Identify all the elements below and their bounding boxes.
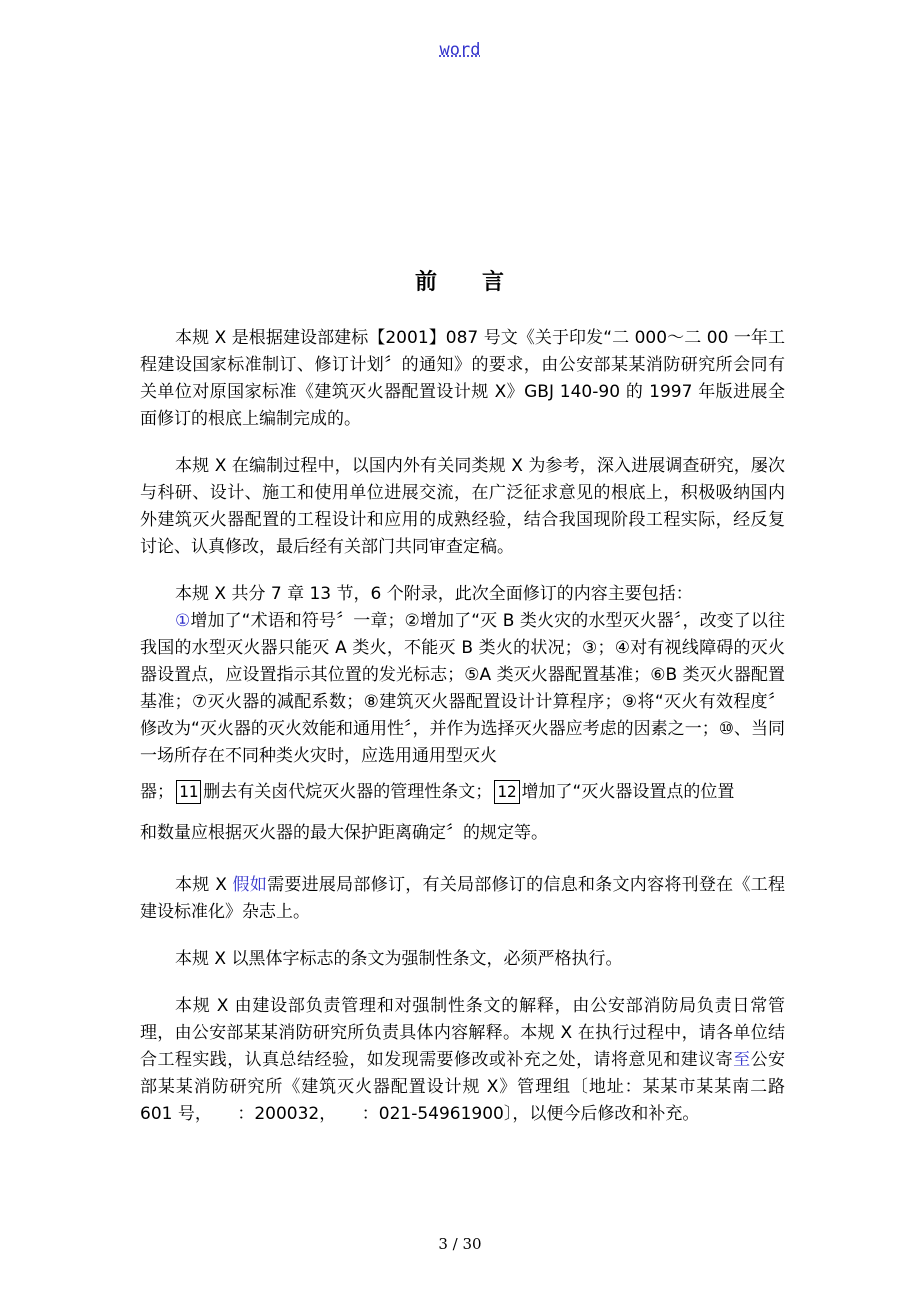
paragraph-mandatory: 本规 X 以黑体字标志的条文为强制性条文，必须严格执行。 — [175, 949, 623, 969]
title-char-2: 言 — [482, 270, 506, 295]
circled-one-link[interactable]: ① — [175, 611, 191, 631]
paragraph-structure: 本规 X 共分 7 章 13 节，6 个附录，此次全面修订的内容主要包括： — [175, 584, 693, 604]
revision-list-text — [140, 611, 785, 766]
item-12-box: 12 — [494, 780, 519, 804]
paragraph-process: 本规 X 在编制过程中，以国内外有关同类规 X 为参考，深入进展调查研究，屡次与科研、设计、施工和使用单位进展交流，在广泛征求意见的根底上，积极吸纳国内外建筑灭火器配置的工程设计和应用的成熟经验，结合我国现阶段工程实际，经反复讨论、认真修改，最后经有关部门共同审查定稿。 — [140, 456, 785, 557]
revision-line-suffix: 增加了“灭火器设置点的位置 — [521, 782, 735, 802]
title-char-1: 前 — [414, 270, 438, 295]
amendments-link[interactable]: 假如 — [232, 875, 268, 895]
paragraph-management — [140, 993, 785, 1128]
amendments-text-b: 需要进展局部修订，有关局部修订的信息和条文内容将刊登在《工程建设标准化》杂志上。 — [140, 875, 785, 922]
item-11-box: 11 — [176, 780, 201, 804]
management-text-b: 公安部某某消防研究所《建筑灭火器配置设计规 X》管理组〔地址：某某市某某南二路 601 号， ：200032， ：021-54961900〕，以便今后修改和补充。 — [140, 1050, 786, 1124]
amendments-text-a: 本规 X — [175, 875, 233, 895]
page-title — [0, 265, 920, 296]
revision-line-boxed — [140, 774, 785, 811]
page-number: 3 / 30 — [438, 1235, 482, 1253]
management-link[interactable]: 至 — [733, 1050, 751, 1070]
document-body — [140, 325, 785, 1128]
page-header — [0, 40, 920, 60]
revision-line-last: 和数量应根据灭火器的最大保护距离确定〞的规定等。 — [140, 823, 548, 843]
paragraph-revisions — [140, 608, 785, 852]
revision-line-prefix: 器； — [140, 782, 174, 802]
paragraph-basis: 本规 X 是根据建设部建标【2001】087 号文《关于印发“二 000～二 00 一年工程建设国家标准制订、修订计划〞的通知》的要求，由公安部某某消防研究所会同有关单位对原国家标准《建筑灭火器配置设计规 X》GBJ 140-90 的 1997 年版进展全面修订的根底上编制完成的。 — [140, 328, 785, 429]
revision-items-text: 增加了“术语和符号〞一章；②增加了“灭 B 类火灾的水型灭火器〞，改变了以往我国的水型灭火器只能灭 A 类火，不能灭 B 类火的状况；③；④对有视线障碍的灭火器设置点，应设置指示其位置的发光标志；⑤A 类灭火器配置基准；⑥B 类灭火器配置基准；⑦灭火器的减配系数；⑧建筑灭火器配置设计计算程序；⑨将“灭火有效程度〞修改为“灭火器的灭火效能和通用性〞，并作为选择灭火器应考虑的因素之一；⑩、当同一场所存在不同种类火灾时，应选用通用型灭火 — [140, 611, 785, 766]
revision-line-mid: 删去有关卤代烷灭火器的管理性条文； — [203, 782, 493, 802]
management-text-a: 本规 X 由建设部负责管理和对强制性条文的解释，由公安部消防局负责日常管理，由公安部某某消防研究所负责具体内容解释。本规 X 在执行过程中，请各单位结合工程实践，认真总结经验，如发现需要修改或补充之处，请将意见和建议寄 — [140, 996, 785, 1070]
paragraph-amendments — [140, 872, 785, 926]
header-word-link[interactable]: word — [439, 40, 481, 60]
